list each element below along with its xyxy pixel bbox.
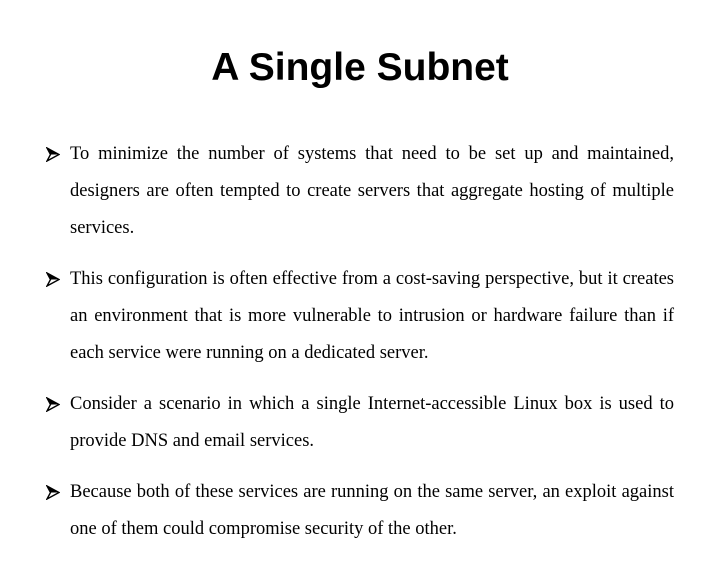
bullet-item bbox=[44, 474, 674, 548]
bullet-text: This configuration is often effective from a cost-saving perspective, but it creates an environment that is more vulnerable to intrusion or hardware failure than if each service were running on a dedicated server. bbox=[70, 269, 674, 363]
bullet-text: Because both of these services are running on the same server, an exploit against one of them could compromise security of the other. bbox=[70, 482, 674, 539]
slide-title: A Single Subnet bbox=[211, 46, 509, 89]
bullet-item bbox=[44, 261, 674, 372]
arrowhead-bullet-icon bbox=[44, 386, 66, 423]
bullet-item bbox=[44, 136, 674, 247]
bullet-text: To minimize the number of systems that need to be set up and maintained, designers are often tempted to create servers that aggregate hosting of multiple services. bbox=[70, 144, 674, 238]
arrowhead-bullet-icon bbox=[44, 261, 66, 298]
bullet-list bbox=[44, 136, 674, 562]
bullet-item bbox=[44, 386, 674, 460]
bullet-text: Consider a scenario in which a single Internet-accessible Linux box is used to provide DNS and email services. bbox=[70, 394, 674, 451]
arrowhead-bullet-icon bbox=[44, 136, 66, 173]
arrowhead-bullet-icon bbox=[44, 474, 66, 511]
